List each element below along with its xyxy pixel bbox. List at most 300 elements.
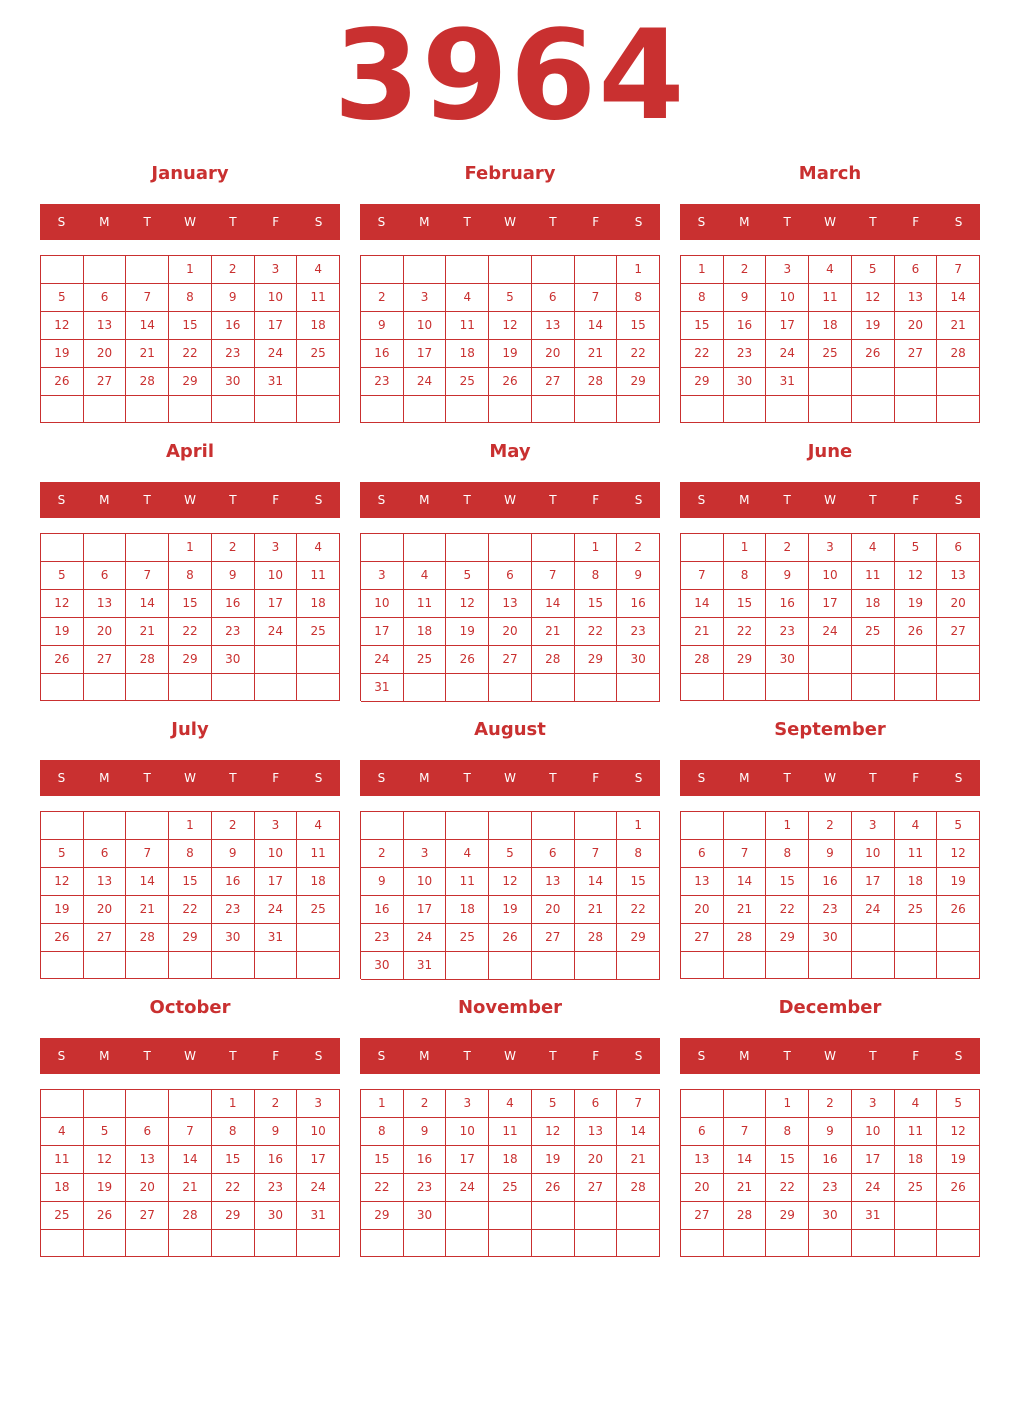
weekday-label: T bbox=[463, 493, 471, 507]
day-cell: 19 bbox=[489, 340, 532, 368]
day-cell: 4 bbox=[446, 840, 489, 868]
day-cell: 13 bbox=[532, 868, 575, 896]
empty-day-cell bbox=[361, 812, 404, 840]
day-cell: 7 bbox=[937, 256, 980, 284]
day-cell: 19 bbox=[41, 618, 84, 646]
day-cell: 18 bbox=[489, 1146, 532, 1174]
weekday-label: F bbox=[592, 215, 600, 229]
day-cell: 9 bbox=[361, 868, 404, 896]
day-cell: 15 bbox=[361, 1146, 404, 1174]
day-cell: 16 bbox=[361, 340, 404, 368]
day-cell: 23 bbox=[617, 618, 660, 646]
empty-day-cell bbox=[724, 1230, 767, 1257]
weekday-label: T bbox=[143, 493, 151, 507]
day-cell: 11 bbox=[404, 590, 447, 618]
empty-day-cell bbox=[404, 396, 447, 423]
day-cell: 10 bbox=[852, 840, 895, 868]
weekday-label: M bbox=[99, 771, 110, 785]
day-cell: 4 bbox=[404, 562, 447, 590]
day-cell: 14 bbox=[575, 312, 618, 340]
month-march bbox=[680, 158, 980, 428]
day-cell: 22 bbox=[766, 896, 809, 924]
day-cell: 12 bbox=[532, 1118, 575, 1146]
weekday-header bbox=[360, 760, 660, 796]
weekday-label: W bbox=[504, 215, 516, 229]
day-cell: 28 bbox=[169, 1202, 212, 1230]
weekday-label: S bbox=[57, 1049, 66, 1063]
day-cell: 27 bbox=[84, 924, 127, 952]
day-cell: 30 bbox=[809, 924, 852, 952]
day-cell: 7 bbox=[575, 284, 618, 312]
weekday-label: T bbox=[143, 771, 151, 785]
weekday-label: S bbox=[314, 493, 323, 507]
day-grid bbox=[40, 811, 340, 979]
weekday-header bbox=[40, 760, 340, 796]
weekday-label: S bbox=[954, 1049, 963, 1063]
empty-day-cell bbox=[532, 534, 575, 562]
day-cell: 11 bbox=[895, 840, 938, 868]
empty-day-cell bbox=[126, 1090, 169, 1118]
day-cell: 9 bbox=[404, 1118, 447, 1146]
day-cell: 6 bbox=[532, 840, 575, 868]
day-cell: 22 bbox=[617, 340, 660, 368]
day-cell: 4 bbox=[809, 256, 852, 284]
weekday-header bbox=[40, 1038, 340, 1074]
day-cell: 19 bbox=[532, 1146, 575, 1174]
weekday-label: T bbox=[229, 493, 237, 507]
month-february bbox=[360, 158, 660, 428]
day-cell: 5 bbox=[489, 284, 532, 312]
empty-day-cell bbox=[681, 952, 724, 979]
weekday-label: S bbox=[697, 1049, 706, 1063]
day-cell: 9 bbox=[212, 284, 255, 312]
weekday-label: F bbox=[272, 1049, 280, 1063]
day-cell: 5 bbox=[41, 840, 84, 868]
day-cell: 29 bbox=[724, 646, 767, 674]
day-cell: 21 bbox=[575, 340, 618, 368]
day-cell: 29 bbox=[766, 924, 809, 952]
day-cell: 18 bbox=[41, 1174, 84, 1202]
day-cell: 14 bbox=[724, 868, 767, 896]
day-cell: 4 bbox=[852, 534, 895, 562]
empty-day-cell bbox=[532, 812, 575, 840]
empty-day-cell bbox=[126, 1230, 169, 1257]
weekday-label: T bbox=[783, 215, 791, 229]
day-grid bbox=[40, 533, 340, 701]
month-name: November bbox=[457, 997, 563, 1018]
weekday-header bbox=[40, 482, 340, 518]
day-cell: 13 bbox=[681, 868, 724, 896]
empty-day-cell bbox=[809, 674, 852, 701]
empty-day-cell bbox=[852, 396, 895, 423]
day-cell: 10 bbox=[852, 1118, 895, 1146]
day-grid bbox=[360, 811, 660, 979]
weekday-label: M bbox=[739, 771, 750, 785]
day-cell: 24 bbox=[361, 646, 404, 674]
day-cell: 16 bbox=[809, 1146, 852, 1174]
weekday-header bbox=[360, 204, 660, 240]
day-cell: 26 bbox=[41, 646, 84, 674]
empty-day-cell bbox=[255, 646, 298, 674]
day-cell: 26 bbox=[532, 1174, 575, 1202]
empty-day-cell bbox=[895, 674, 938, 701]
empty-day-cell bbox=[169, 674, 212, 701]
day-cell: 25 bbox=[446, 924, 489, 952]
day-cell: 28 bbox=[126, 924, 169, 952]
empty-day-cell bbox=[255, 1230, 298, 1257]
empty-day-cell bbox=[532, 1202, 575, 1230]
day-cell: 29 bbox=[617, 924, 660, 952]
empty-day-cell bbox=[297, 952, 340, 979]
day-cell: 15 bbox=[724, 590, 767, 618]
weekday-label: M bbox=[739, 215, 750, 229]
empty-day-cell bbox=[446, 1202, 489, 1230]
empty-day-cell bbox=[489, 674, 532, 702]
day-cell: 2 bbox=[724, 256, 767, 284]
day-cell: 19 bbox=[937, 868, 980, 896]
day-cell: 19 bbox=[84, 1174, 127, 1202]
weekday-label: T bbox=[229, 1049, 237, 1063]
day-cell: 23 bbox=[766, 618, 809, 646]
weekday-label: M bbox=[419, 1049, 430, 1063]
empty-day-cell bbox=[84, 1230, 127, 1257]
day-cell: 13 bbox=[84, 868, 127, 896]
weekday-header bbox=[360, 482, 660, 518]
weekday-header bbox=[40, 204, 340, 240]
day-cell: 16 bbox=[766, 590, 809, 618]
day-cell: 4 bbox=[41, 1118, 84, 1146]
day-cell: 4 bbox=[297, 534, 340, 562]
empty-day-cell bbox=[575, 952, 618, 980]
empty-day-cell bbox=[446, 674, 489, 702]
day-cell: 14 bbox=[681, 590, 724, 618]
day-cell: 15 bbox=[617, 312, 660, 340]
empty-day-cell bbox=[361, 396, 404, 423]
day-cell: 22 bbox=[361, 1174, 404, 1202]
day-cell: 6 bbox=[575, 1090, 618, 1118]
day-cell: 11 bbox=[446, 312, 489, 340]
day-cell: 9 bbox=[361, 312, 404, 340]
month-july bbox=[40, 714, 340, 984]
month-name: February bbox=[464, 163, 556, 184]
month-april bbox=[40, 436, 340, 706]
weekday-label: T bbox=[869, 215, 877, 229]
empty-day-cell bbox=[895, 1230, 938, 1257]
day-grid bbox=[360, 1089, 660, 1257]
weekday-label: W bbox=[504, 493, 516, 507]
empty-day-cell bbox=[532, 952, 575, 980]
day-cell: 20 bbox=[937, 590, 980, 618]
day-cell: 2 bbox=[809, 812, 852, 840]
empty-day-cell bbox=[532, 1230, 575, 1257]
weekday-label: T bbox=[783, 771, 791, 785]
empty-day-cell bbox=[404, 256, 447, 284]
day-cell: 10 bbox=[404, 868, 447, 896]
day-cell: 12 bbox=[84, 1146, 127, 1174]
weekday-label: T bbox=[229, 215, 237, 229]
month-name: July bbox=[171, 719, 209, 740]
day-cell: 30 bbox=[617, 646, 660, 674]
day-cell: 3 bbox=[255, 812, 298, 840]
day-cell: 28 bbox=[575, 924, 618, 952]
empty-day-cell bbox=[937, 924, 980, 952]
day-cell: 12 bbox=[937, 840, 980, 868]
month-name: December bbox=[778, 997, 882, 1018]
day-cell: 8 bbox=[766, 840, 809, 868]
day-cell: 27 bbox=[681, 1202, 724, 1230]
day-cell: 14 bbox=[617, 1118, 660, 1146]
empty-day-cell bbox=[575, 812, 618, 840]
empty-day-cell bbox=[41, 256, 84, 284]
day-cell: 26 bbox=[937, 896, 980, 924]
day-cell: 27 bbox=[681, 924, 724, 952]
day-cell: 2 bbox=[212, 256, 255, 284]
empty-day-cell bbox=[489, 812, 532, 840]
weekday-label: T bbox=[463, 771, 471, 785]
weekday-label: T bbox=[143, 215, 151, 229]
day-cell: 18 bbox=[297, 590, 340, 618]
day-cell: 1 bbox=[681, 256, 724, 284]
empty-day-cell bbox=[766, 674, 809, 701]
empty-day-cell bbox=[84, 396, 127, 423]
day-cell: 23 bbox=[212, 340, 255, 368]
day-cell: 29 bbox=[169, 924, 212, 952]
day-cell: 31 bbox=[852, 1202, 895, 1230]
empty-day-cell bbox=[404, 534, 447, 562]
empty-day-cell bbox=[766, 952, 809, 979]
empty-day-cell bbox=[297, 646, 340, 674]
day-cell: 3 bbox=[361, 562, 404, 590]
day-cell: 1 bbox=[575, 534, 618, 562]
weekday-label: S bbox=[57, 493, 66, 507]
empty-day-cell bbox=[724, 396, 767, 423]
empty-day-cell bbox=[297, 674, 340, 701]
day-cell: 10 bbox=[766, 284, 809, 312]
day-cell: 3 bbox=[404, 840, 447, 868]
day-cell: 31 bbox=[297, 1202, 340, 1230]
weekday-label: S bbox=[634, 215, 643, 229]
empty-day-cell bbox=[681, 396, 724, 423]
day-cell: 10 bbox=[809, 562, 852, 590]
empty-day-cell bbox=[575, 256, 618, 284]
day-cell: 30 bbox=[212, 368, 255, 396]
empty-day-cell bbox=[126, 534, 169, 562]
day-cell: 16 bbox=[212, 868, 255, 896]
day-cell: 3 bbox=[404, 284, 447, 312]
empty-day-cell bbox=[126, 396, 169, 423]
day-cell: 8 bbox=[169, 840, 212, 868]
weekday-label: S bbox=[954, 215, 963, 229]
day-cell: 14 bbox=[575, 868, 618, 896]
weekday-label: F bbox=[912, 771, 920, 785]
day-cell: 21 bbox=[724, 1174, 767, 1202]
day-cell: 13 bbox=[681, 1146, 724, 1174]
weekday-label: W bbox=[824, 1049, 836, 1063]
day-cell: 21 bbox=[126, 340, 169, 368]
empty-day-cell bbox=[84, 674, 127, 701]
day-cell: 19 bbox=[895, 590, 938, 618]
day-cell: 24 bbox=[809, 618, 852, 646]
day-cell: 28 bbox=[126, 368, 169, 396]
empty-day-cell bbox=[255, 674, 298, 701]
weekday-header bbox=[680, 1038, 980, 1074]
empty-day-cell bbox=[681, 1230, 724, 1257]
day-cell: 28 bbox=[937, 340, 980, 368]
day-cell: 15 bbox=[169, 312, 212, 340]
day-cell: 2 bbox=[617, 534, 660, 562]
empty-day-cell bbox=[84, 1090, 127, 1118]
day-cell: 5 bbox=[41, 562, 84, 590]
day-cell: 8 bbox=[724, 562, 767, 590]
day-cell: 16 bbox=[255, 1146, 298, 1174]
day-cell: 18 bbox=[297, 312, 340, 340]
day-cell: 25 bbox=[404, 646, 447, 674]
empty-day-cell bbox=[852, 674, 895, 701]
day-cell: 3 bbox=[852, 812, 895, 840]
empty-day-cell bbox=[446, 952, 489, 980]
day-cell: 26 bbox=[446, 646, 489, 674]
day-cell: 31 bbox=[766, 368, 809, 396]
day-cell: 14 bbox=[724, 1146, 767, 1174]
day-cell: 29 bbox=[169, 368, 212, 396]
day-cell: 19 bbox=[41, 896, 84, 924]
empty-day-cell bbox=[169, 396, 212, 423]
day-cell: 4 bbox=[489, 1090, 532, 1118]
month-name: March bbox=[798, 163, 862, 184]
weekday-label: F bbox=[912, 1049, 920, 1063]
day-cell: 9 bbox=[766, 562, 809, 590]
day-cell: 15 bbox=[575, 590, 618, 618]
day-cell: 11 bbox=[297, 840, 340, 868]
day-cell: 2 bbox=[255, 1090, 298, 1118]
empty-day-cell bbox=[446, 396, 489, 423]
day-cell: 5 bbox=[489, 840, 532, 868]
empty-day-cell bbox=[255, 952, 298, 979]
day-cell: 6 bbox=[126, 1118, 169, 1146]
day-cell: 16 bbox=[212, 590, 255, 618]
day-cell: 9 bbox=[212, 840, 255, 868]
weekday-label: T bbox=[869, 771, 877, 785]
weekday-label: F bbox=[592, 493, 600, 507]
empty-day-cell bbox=[41, 674, 84, 701]
weekday-label: S bbox=[377, 1049, 386, 1063]
day-cell: 27 bbox=[937, 618, 980, 646]
day-cell: 18 bbox=[895, 868, 938, 896]
day-cell: 11 bbox=[41, 1146, 84, 1174]
day-cell: 1 bbox=[169, 256, 212, 284]
day-cell: 3 bbox=[766, 256, 809, 284]
empty-day-cell bbox=[84, 952, 127, 979]
weekday-label: W bbox=[504, 1049, 516, 1063]
empty-day-cell bbox=[446, 534, 489, 562]
empty-day-cell bbox=[532, 396, 575, 423]
day-cell: 2 bbox=[212, 812, 255, 840]
month-name: October bbox=[149, 997, 231, 1018]
day-cell: 2 bbox=[361, 284, 404, 312]
day-grid bbox=[680, 255, 980, 423]
day-cell: 12 bbox=[895, 562, 938, 590]
weekday-header bbox=[360, 1038, 660, 1074]
day-cell: 31 bbox=[361, 674, 404, 702]
day-cell: 12 bbox=[852, 284, 895, 312]
day-cell: 13 bbox=[895, 284, 938, 312]
day-cell: 29 bbox=[361, 1202, 404, 1230]
day-cell: 22 bbox=[169, 618, 212, 646]
month-october bbox=[40, 992, 340, 1262]
empty-day-cell bbox=[361, 534, 404, 562]
day-cell: 26 bbox=[41, 368, 84, 396]
empty-day-cell bbox=[41, 1090, 84, 1118]
day-cell: 7 bbox=[681, 562, 724, 590]
empty-day-cell bbox=[297, 924, 340, 952]
empty-day-cell bbox=[617, 396, 660, 423]
day-cell: 11 bbox=[297, 562, 340, 590]
day-cell: 18 bbox=[446, 340, 489, 368]
empty-day-cell bbox=[532, 674, 575, 702]
day-cell: 1 bbox=[361, 1090, 404, 1118]
empty-day-cell bbox=[766, 396, 809, 423]
day-cell: 12 bbox=[937, 1118, 980, 1146]
empty-day-cell bbox=[489, 256, 532, 284]
day-cell: 4 bbox=[895, 1090, 938, 1118]
day-cell: 3 bbox=[297, 1090, 340, 1118]
day-cell: 27 bbox=[575, 1174, 618, 1202]
day-cell: 28 bbox=[532, 646, 575, 674]
day-cell: 26 bbox=[489, 924, 532, 952]
empty-day-cell bbox=[41, 812, 84, 840]
day-cell: 28 bbox=[126, 646, 169, 674]
day-cell: 22 bbox=[681, 340, 724, 368]
day-cell: 25 bbox=[297, 618, 340, 646]
day-cell: 15 bbox=[169, 590, 212, 618]
weekday-label: T bbox=[463, 215, 471, 229]
day-cell: 24 bbox=[852, 1174, 895, 1202]
empty-day-cell bbox=[169, 1090, 212, 1118]
day-cell: 20 bbox=[126, 1174, 169, 1202]
day-cell: 20 bbox=[532, 896, 575, 924]
day-cell: 5 bbox=[41, 284, 84, 312]
day-cell: 9 bbox=[617, 562, 660, 590]
day-cell: 18 bbox=[404, 618, 447, 646]
day-cell: 31 bbox=[255, 924, 298, 952]
day-cell: 1 bbox=[766, 1090, 809, 1118]
day-cell: 15 bbox=[681, 312, 724, 340]
day-cell: 14 bbox=[937, 284, 980, 312]
day-cell: 9 bbox=[809, 1118, 852, 1146]
day-cell: 21 bbox=[575, 896, 618, 924]
day-cell: 3 bbox=[255, 256, 298, 284]
day-cell: 24 bbox=[404, 368, 447, 396]
day-cell: 17 bbox=[255, 312, 298, 340]
day-cell: 17 bbox=[404, 896, 447, 924]
empty-day-cell bbox=[852, 646, 895, 674]
day-cell: 24 bbox=[852, 896, 895, 924]
weekday-label: F bbox=[272, 493, 280, 507]
weekday-label: S bbox=[377, 493, 386, 507]
day-cell: 28 bbox=[617, 1174, 660, 1202]
day-cell: 23 bbox=[361, 924, 404, 952]
day-cell: 27 bbox=[532, 368, 575, 396]
day-cell: 19 bbox=[489, 896, 532, 924]
day-grid bbox=[680, 811, 980, 979]
weekday-label: M bbox=[419, 771, 430, 785]
day-grid bbox=[680, 1089, 980, 1257]
empty-day-cell bbox=[489, 952, 532, 980]
day-cell: 6 bbox=[84, 284, 127, 312]
day-cell: 3 bbox=[852, 1090, 895, 1118]
day-cell: 14 bbox=[532, 590, 575, 618]
day-cell: 22 bbox=[766, 1174, 809, 1202]
